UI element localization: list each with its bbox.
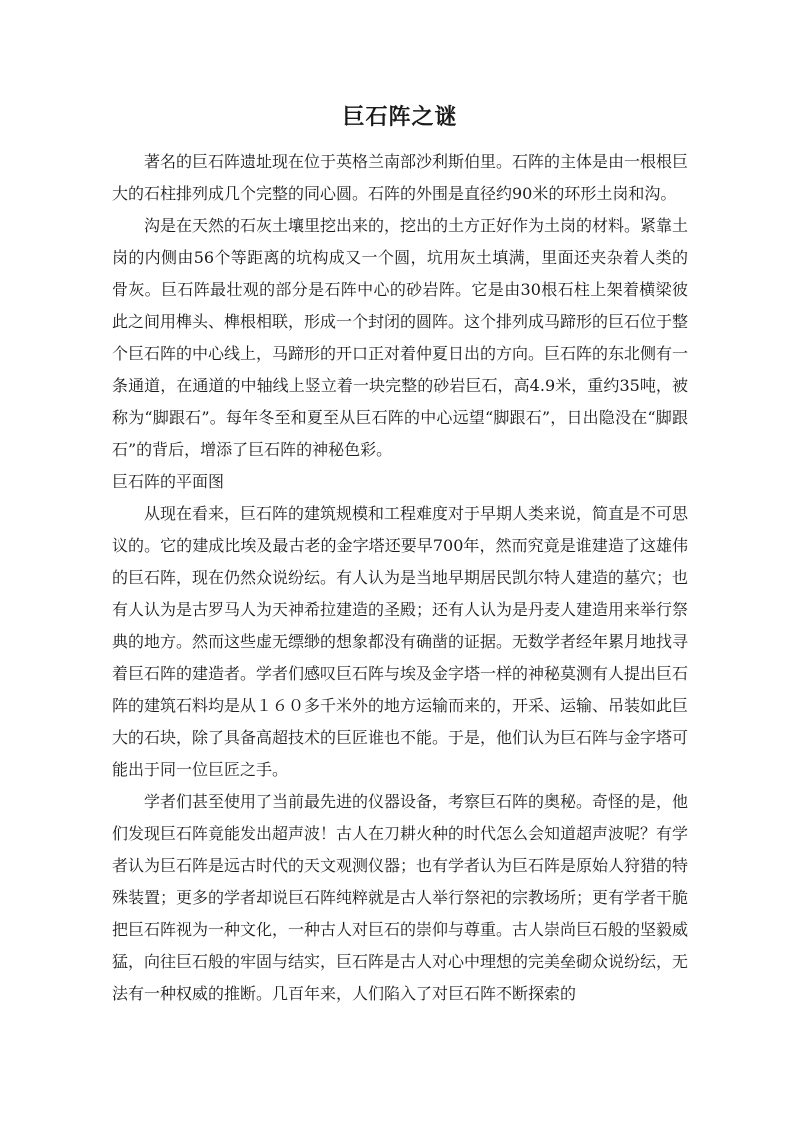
paragraph-intro: 著名的巨石阵遗址现在位于英格兰南部沙利斯伯里。石阵的主体是由一根根巨大的石柱排列成几个完整的同心圆。石阵的外围是直径约90米的环形土岗和沟。 xyxy=(112,152,689,203)
document-title: 巨石阵之谜 xyxy=(342,105,458,130)
paragraph-ditch: 沟是在天然的石灰土壤里挖出来的，挖出的土方正好作为土岗的材料。紧靠土岗的内侧由56个等距离的坑构成又一个圆，坑用灰土填满，里面还夹杂着人类的骨灰。巨石阵最壮观的部分是石阵中心的砂岩阵。它是由30根石柱上架着横梁彼此之间用榫头、榫根相联，形成一个封闭的圆阵。这个排列成马蹄形的巨石位于整个巨石阵的中心线上，马蹄形的开口正对着仲夏日出的方向。巨石阵的东北侧有一条通道，在通道的中轴线上竖立着一块完整的砂岩巨石，高4.9米，重约35吨，被称为“脚跟石”。每年冬至和夏至从巨石阵的中心远望“脚跟石”，日出隐没在“脚跟石”的背后，增添了巨石阵的神秘色彩。 xyxy=(112,216,689,459)
figure-caption: 巨石阵的平面图 xyxy=(112,472,225,491)
document-body xyxy=(112,146,688,1010)
paragraph-builders: 从现在看来，巨石阵的建筑规模和工程难度对于早期人类来说，简直是不可思议的。它的建成比埃及最古老的金字塔还要早700年，然而究竟是谁建造了这雄伟的巨石阵，现在仍然众说纷纭。有人认为是当地早期居民凯尔特人建造的墓穴；也有人认为是古罗马人为天神希拉建造的圣殿；还有人认为是丹麦人建造用来举行祭典的地方。然而这些虚无缥缈的想象都没有确凿的证据。无数学者经年累月地找寻着巨石阵的建造者。学者们感叹巨石阵与埃及金字塔一样的神秘莫测有人提出巨石阵的建筑石料均是从１６０多千米外的地方运输而来的，开采、运输、吊装如此巨大的石块，除了具备高超技术的巨匠谁也不能。于是，他们认为巨石阵与金字塔可能出于同一位巨匠之手。 xyxy=(112,504,689,779)
paragraph-research: 学者们甚至使用了当前最先进的仪器设备，考察巨石阵的奥秘。奇怪的是，他们发现巨石阵竟能发出超声波！古人在刀耕火种的时代怎么会知道超声波呢？有学者认为巨石阵是远古时代的天文观测仪器；也有学者认为巨石阵是原始人狩猎的特殊装置；更多的学者却说巨石阵纯粹就是古人举行祭祀的宗教场所；更有学者干脆把巨石阵视为一种文化，一种古人对巨石的崇仰与尊重。古人崇尚巨石般的坚毅威猛，向往巨石般的牢固与结实，巨石阵是古人对心中理想的完美垒砌众说纷纭，无法有一种权威的推断。几百年来，人们陷入了对巨石阵不断探索的 xyxy=(112,792,689,1003)
